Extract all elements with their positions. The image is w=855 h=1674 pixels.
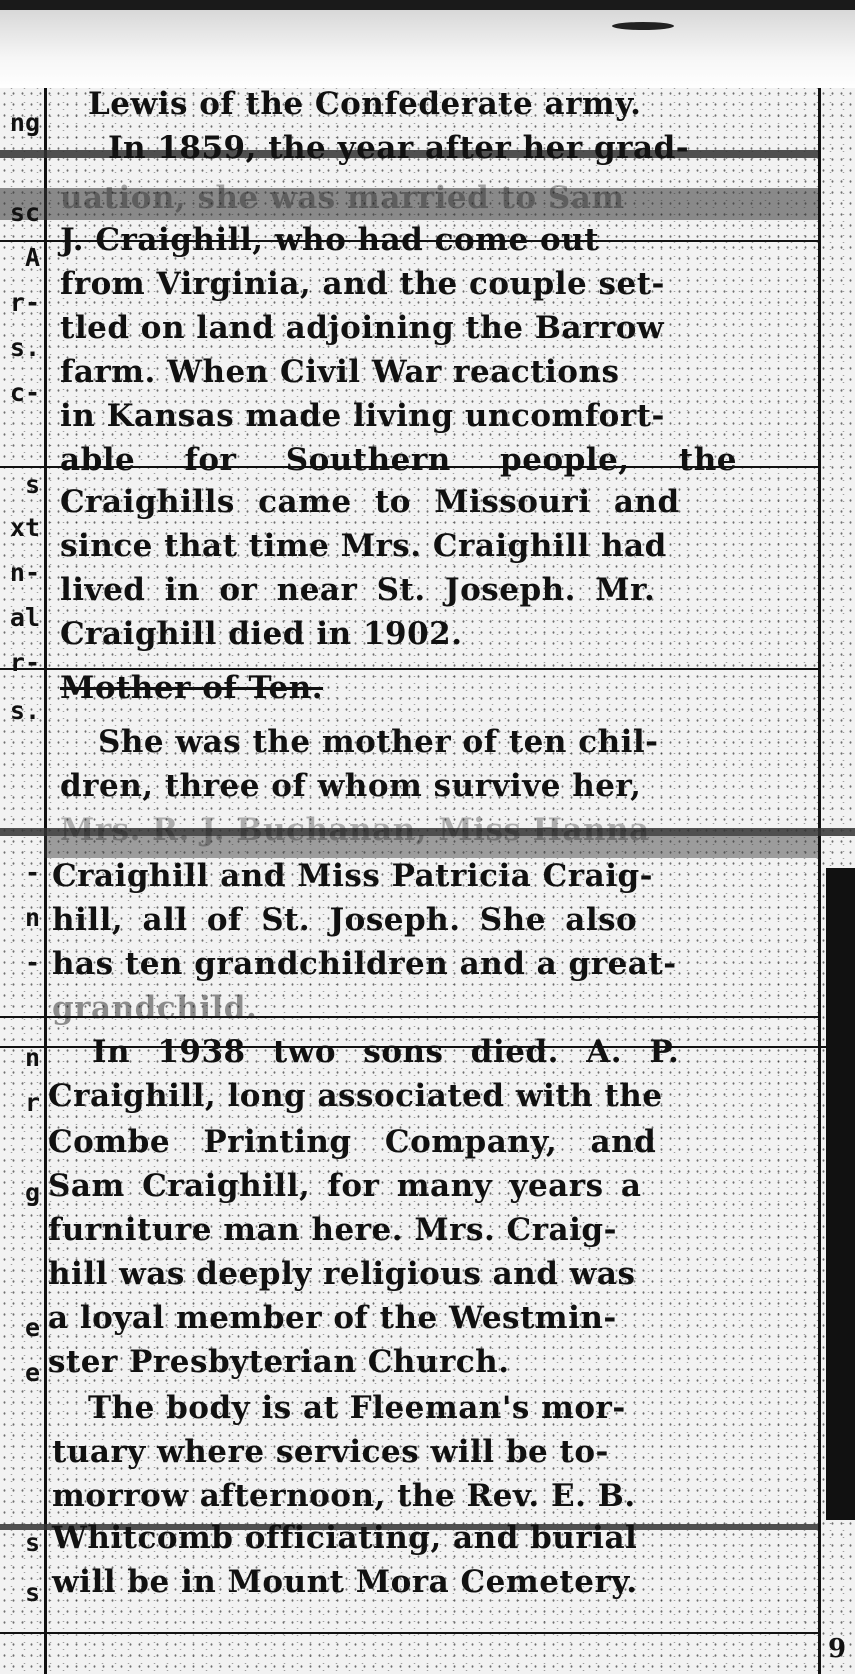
article-line: Whitcomb officiating, and burial: [52, 1520, 638, 1556]
article-line: uation, she was married to Sam: [60, 180, 625, 216]
article-line: Sam Craighill, for many years a: [48, 1168, 642, 1204]
adjacent-column-edge: [826, 868, 855, 1520]
article-line: hill was deeply religious and was: [48, 1256, 636, 1292]
article-line: Combe Printing Company, and: [48, 1124, 657, 1160]
article-line: J. Craighill, who had come out: [60, 222, 600, 258]
article-line: dren, three of whom survive her,: [60, 768, 642, 804]
scan-margin: [0, 10, 855, 90]
left-fragment: al: [9, 603, 40, 632]
article-line: ster Presbyterian Church.: [48, 1344, 510, 1380]
left-fragment: c-: [9, 378, 40, 407]
article-line: In 1938 two sons died. A. P.: [92, 1034, 680, 1070]
article-line: tuary where services will be to-: [52, 1434, 609, 1470]
article-line: morrow afternoon, the Rev. E. B.: [52, 1478, 636, 1514]
article-line: furniture man here. Mrs. Craig-: [48, 1212, 617, 1248]
column-rule-right: [818, 88, 821, 1674]
article-line: a loyal member of the Westmin-: [48, 1300, 617, 1336]
subheading: Mother of Ten.: [60, 670, 324, 706]
article-line: since that time Mrs. Craighill had: [60, 528, 667, 564]
article-line: In 1859, the year after her grad-: [108, 130, 690, 166]
article-line: The body is at Fleeman's mor-: [88, 1390, 626, 1426]
left-fragment: g: [24, 1178, 40, 1207]
article-line: has ten grandchildren and a great-: [52, 946, 677, 982]
left-fragment: s: [24, 1578, 40, 1607]
left-fragment: -: [24, 858, 40, 887]
left-fragment: e: [24, 1358, 40, 1387]
article-line: Craighill, long associated with the: [48, 1078, 663, 1114]
left-fragment: r-: [9, 288, 40, 317]
left-fragment: A: [24, 243, 40, 272]
left-fragment: s.: [9, 696, 40, 725]
left-fragment: s.: [9, 333, 40, 362]
left-fragment: n: [24, 1043, 40, 1072]
left-fragment: xt: [9, 513, 40, 542]
left-fragment: r-: [9, 648, 40, 677]
left-fragment: e: [24, 1313, 40, 1342]
left-fragment: n: [24, 903, 40, 932]
article-line: She was the mother of ten chil-: [98, 724, 659, 760]
article-line: Lewis of the Confederate army.: [88, 86, 642, 122]
left-fragment: r: [24, 1088, 40, 1117]
article-line: lived in or near St. Joseph. Mr.: [60, 572, 656, 608]
article-line: from Virginia, and the couple set-: [60, 266, 665, 302]
article-line: in Kansas made living uncomfort-: [60, 398, 665, 434]
scan-top-edge: [0, 0, 855, 10]
left-fragment: ng: [9, 108, 40, 137]
article-line: tled on land adjoining the Barrow: [60, 310, 665, 346]
article-line: hill, all of St. Joseph. She also: [52, 902, 638, 938]
left-fragment: s: [24, 1528, 40, 1557]
ink-smudge: [612, 22, 674, 30]
column-rule-left: [44, 88, 47, 1674]
left-fragment: sc: [9, 198, 40, 227]
article-line: Craighills came to Missouri and: [60, 484, 680, 520]
article-line: Mrs. R. J. Buchanan, Miss Hanna: [60, 812, 650, 848]
article-line: grandchild.: [52, 990, 258, 1026]
left-fragment: s: [24, 470, 40, 499]
article-line: Craighill and Miss Patricia Craig-: [52, 858, 654, 894]
article-line: farm. When Civil War reactions: [60, 354, 620, 390]
left-column-fragments: [0, 88, 44, 1674]
article-line: Craighill died in 1902.: [60, 616, 463, 652]
left-fragment: n-: [9, 558, 40, 587]
left-fragment: -: [24, 948, 40, 977]
article-line: able for Southern people, the: [60, 442, 737, 478]
page-corner-number: 9: [828, 1634, 847, 1664]
article-line: will be in Mount Mora Cemetery.: [52, 1564, 638, 1600]
rule: [0, 1632, 818, 1634]
